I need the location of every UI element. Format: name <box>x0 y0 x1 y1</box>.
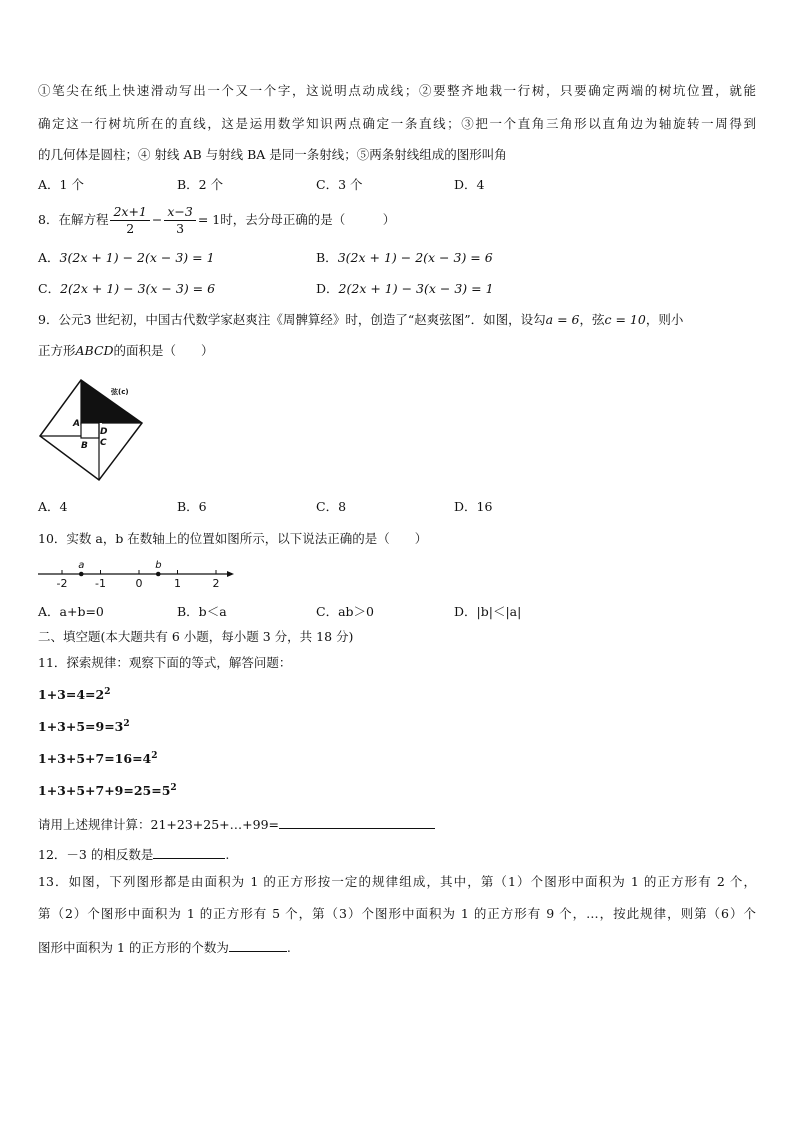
q7-option-b: B．2 个 <box>177 177 224 192</box>
label-a: A <box>73 419 80 429</box>
q11-equation-2-exponent: 2 <box>123 718 130 729</box>
q9-option-d: D．16 <box>454 499 493 514</box>
q8-fraction-1 <box>110 204 149 237</box>
q13-line-3-text: 图形中面积为 1 的正方形的个数为 <box>38 940 229 955</box>
q10-option-c: C．ab＞0 <box>316 604 374 619</box>
label-xian: 弦(c) <box>111 388 129 396</box>
q8-suffix: 时，去分母正确的是（ ） <box>220 212 396 227</box>
q8-option-d <box>316 280 494 298</box>
q8-fraction-2 <box>164 204 195 237</box>
q12-stem-text: 12．－3 的相反数是 <box>38 847 154 862</box>
point-a-label: a <box>78 560 85 571</box>
q7-option-d: D．4 <box>454 177 485 192</box>
q8-option-c-expr: 2(2x + 1) − 3(x − 3) = 6 <box>60 281 216 296</box>
q9-line-2 <box>38 342 214 360</box>
q8-minus-sign: − <box>151 212 163 227</box>
point-a <box>79 572 84 577</box>
q9-line-1-text-b: ，弦 <box>579 312 605 327</box>
q8-option-a-label: A． <box>38 250 60 265</box>
q9-line-1 <box>38 311 683 329</box>
q8-option-d-label: D． <box>316 281 339 296</box>
number-line-arrow <box>227 571 234 577</box>
q9-xian-value: c = 10 <box>604 312 646 327</box>
q13-end: . <box>286 940 291 955</box>
q8-option-b-label: B． <box>316 250 338 265</box>
q11-equation-2-text: 1+3+5=9=3 <box>38 719 124 734</box>
q9-option-c: C．8 <box>316 499 347 514</box>
q11-equation-1-text: 1+3=4=2 <box>38 687 105 702</box>
label-c: C <box>100 438 107 448</box>
zhao-shuang-figure <box>36 378 146 482</box>
q9-line-2-text-a: 正方形 <box>38 343 76 358</box>
q9-option-a: A．4 <box>38 499 68 514</box>
q8-fraction-2-numerator: x−3 <box>164 204 195 221</box>
tick-label-2: 0 <box>135 577 143 590</box>
q7-line-1: ①笔尖在纸上快速滑动写出一个又一个字，这说明点动成线；②要整齐地栽一行树，只要确定两端的树坑位置，就能 <box>38 83 756 98</box>
q11-equation-3-text: 1+3+5+7=16=4 <box>38 751 152 766</box>
q10-option-b: B．b＜a <box>177 604 227 619</box>
q8-equals: = 1 <box>197 212 221 227</box>
q8-fraction-1-numerator: 2x+1 <box>110 204 149 221</box>
q8-option-c <box>38 280 215 298</box>
q13-line-3 <box>38 937 291 957</box>
q9-line-1-text-a: 9．公元3 世纪初，中国古代数学家赵爽注《周髀算经》时，创造了“赵爽弦图”．如图，设勾 <box>38 312 546 327</box>
q9-line-1-text-c: ，则小 <box>645 312 684 327</box>
q13-line-1: 13．如图，下列图形都是由面积为 1 的正方形按一定的规律组成，其中，第（1）个图形中面积为 1 的正方形有 2 个， <box>38 874 756 889</box>
q8-option-a-expr: 3(2x + 1) − 2(x − 3) = 1 <box>59 250 215 265</box>
q12-stem <box>38 844 229 864</box>
q8-option-b-expr: 3(2x + 1) − 2(x − 3) = 6 <box>337 250 493 265</box>
q8-option-d-expr: 2(2x + 1) − 3(x − 3) = 1 <box>338 281 494 296</box>
q9-square-abcd: ABCD <box>75 343 114 358</box>
label-d: D <box>100 427 108 437</box>
q12-end: . <box>225 847 230 862</box>
section-2-heading: 二、填空题(本大题共有 6 小题，每小题 3 分，共 18 分) <box>38 629 354 644</box>
q8-option-b <box>316 249 493 267</box>
q11-equation-3-exponent: 2 <box>151 750 158 761</box>
tick-label-1: -1 <box>95 577 106 590</box>
q10-stem: 10．实数 a，b 在数轴上的位置如图所示，以下说法正确的是（ ） <box>38 531 428 546</box>
label-b: B <box>81 441 88 451</box>
q11-equation-1 <box>38 686 110 704</box>
number-line-figure <box>36 556 240 592</box>
q9-line-2-text-b: 的面积是（ ） <box>113 343 214 358</box>
q11-stem: 11．探索规律：观察下面的等式，解答问题： <box>38 655 292 670</box>
point-b-label: b <box>155 560 162 571</box>
q11-equation-4 <box>38 782 177 800</box>
q11-ask-text: 请用上述规律计算：21+23+25+…+99= <box>38 817 279 832</box>
q8-fraction-1-denominator: 2 <box>126 220 135 236</box>
q7-line-2: 确定这一行树坑所在的直线，这是运用数学知识两点确定一条直线；③把一个直角三角形以直角边为轴旋转一周得到 <box>38 116 756 131</box>
q12-answer-blank[interactable] <box>153 844 225 859</box>
inner-square-abcd <box>81 423 99 438</box>
q11-answer-blank[interactable] <box>279 814 435 829</box>
q8-stem <box>38 202 395 238</box>
tick-label-3: 1 <box>174 577 181 590</box>
q11-equation-2 <box>38 718 130 736</box>
tick-label-4: 2 <box>212 577 220 590</box>
tick-label-0: -2 <box>56 577 68 590</box>
q8-option-c-label: C． <box>38 281 61 296</box>
point-b <box>156 572 161 577</box>
q11-equation-3 <box>38 750 158 768</box>
q11-ask <box>38 814 435 834</box>
q7-line-3: 的几何体是圆柱；④ 射线 AB 与射线 BA 是同一条射线；⑤两条射线组成的图形叫角 <box>38 147 507 162</box>
q11-equation-4-text: 1+3+5+7+9=25=5 <box>38 783 171 798</box>
q8-option-a <box>38 249 215 267</box>
q9-gou-value: a = 6 <box>545 312 580 327</box>
q8-fraction-2-denominator: 3 <box>176 220 185 236</box>
q13-line-2: 第（2）个图形中面积为 1 的正方形有 5 个，第（3）个图形中面积为 1 的正方形有 9 个，…，按此规律，则第（6）个 <box>38 906 756 921</box>
q11-equation-1-exponent: 2 <box>104 686 111 697</box>
q13-answer-blank[interactable] <box>229 937 287 952</box>
q9-option-b: B．6 <box>177 499 207 514</box>
q10-option-d: D．|b|＜|a| <box>454 604 522 619</box>
q7-option-a: A．1 个 <box>38 177 84 192</box>
q10-option-a: A．a+b=0 <box>38 604 104 619</box>
q8-prefix: 8．在解方程 <box>38 212 109 227</box>
q11-equation-4-exponent: 2 <box>170 782 177 793</box>
q7-option-c: C．3 个 <box>316 177 363 192</box>
